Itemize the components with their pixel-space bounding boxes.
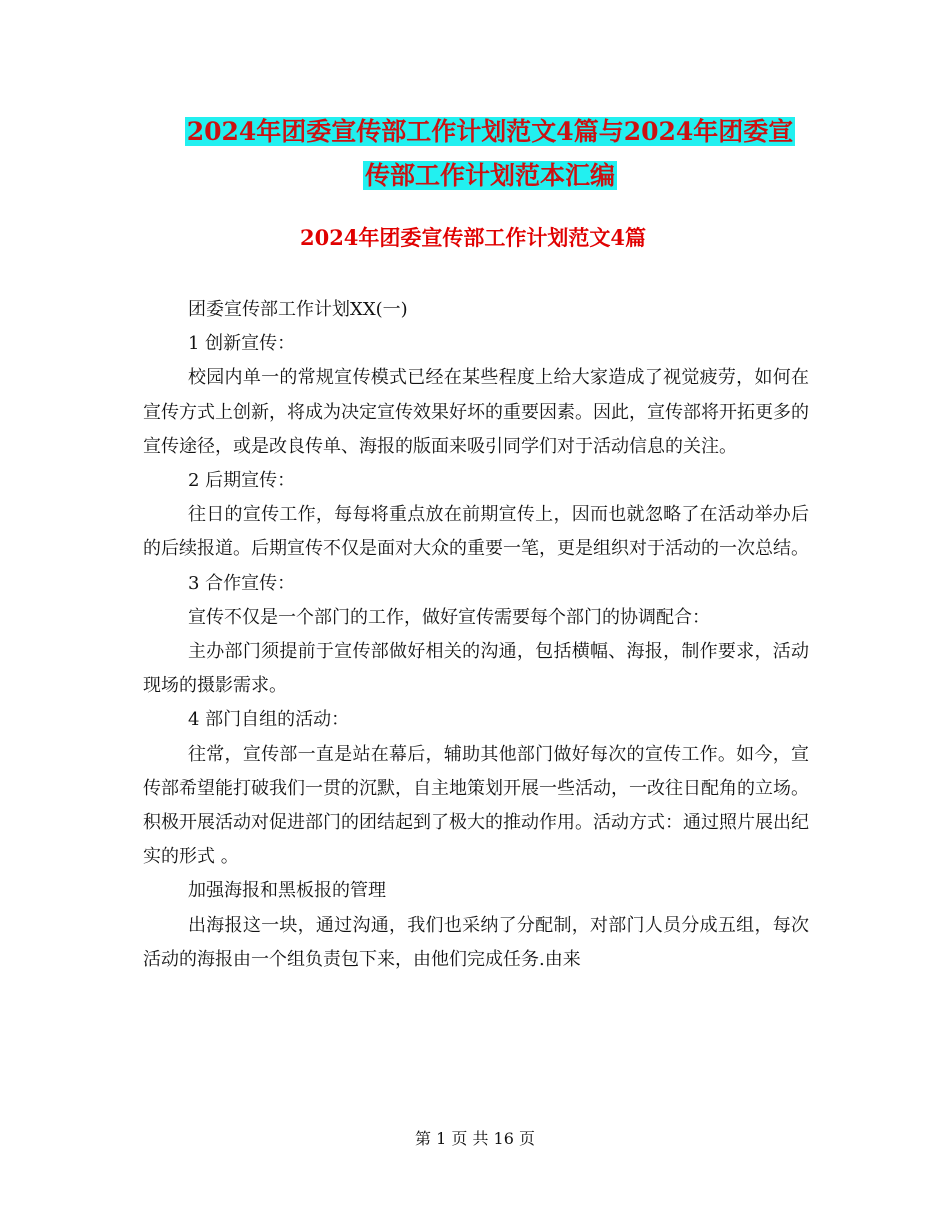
paragraph: 团委宣传部工作计划XX(一) (188, 299, 408, 320)
paragraph: 往日的宣传工作，每每将重点放在前期宣传上，因而也就忽略了在活动举办后的后续报道。后期宣传不仅是面对大众的重要一笔，更是组织对于活动的一次总结。 (143, 504, 809, 560)
paragraph: 3 合作宣传： (188, 572, 296, 594)
paragraph: 校园内单一的常规宣传模式已经在某些程度上给大家造成了视觉疲劳，如何在宣传方式上创新，将成为决定宣传效果好坏的重要因素。因此，宣传部将开拓更多的宣传途径，或是改良传单、海报的版面来吸引同学们对于活动信息的关注。 (143, 367, 809, 457)
section-heading: 2024年团委宣传部工作计划范文4篇 (299, 225, 647, 250)
document-title-line1 (140, 110, 840, 154)
paragraph: 加强海报和黑板报的管理 (188, 880, 386, 902)
title-highlight: 2024年团委宣传部工作计划范文4篇与2024年团委宣 (186, 117, 794, 146)
paragraph: 主办部门须提前于宣传部做好相关的沟通，包括横幅、海报，制作要求，活动现场的摄影需求。 (143, 641, 809, 697)
title-highlight: 传部工作计划范本汇编 (364, 161, 615, 190)
paragraph: 4 部门自组的活动： (188, 709, 350, 731)
document-title-line2 (140, 154, 840, 198)
paragraph: 1 创新宣传： (188, 333, 296, 355)
paragraph: 往常，宣传部一直是站在幕后，辅助其他部门做好每次的宣传工作。如今，宣传部希望能打破我们一贯的沉默，自主地策划开展一些活动，一改往日配角的立场。积极开展活动对促进部门的团结起到了极大的推动作用。活动方式：通过照片展出纪实的形式 。 (143, 743, 809, 868)
page-footer: 第 1 页 共 16 页 (415, 1129, 535, 1148)
paragraph: 出海报这一块，通过沟通，我们也采纳了分配制，对部门人员分成五组，每次活动的海报由一个组负责包下来，由他们完成任务.由来 (143, 914, 809, 970)
paragraph: 宣传不仅是一个部门的工作，做好宣传需要每个部门的协调配合： (188, 606, 710, 628)
paragraph: 2 后期宣传： (188, 470, 296, 492)
document-body (143, 293, 809, 977)
